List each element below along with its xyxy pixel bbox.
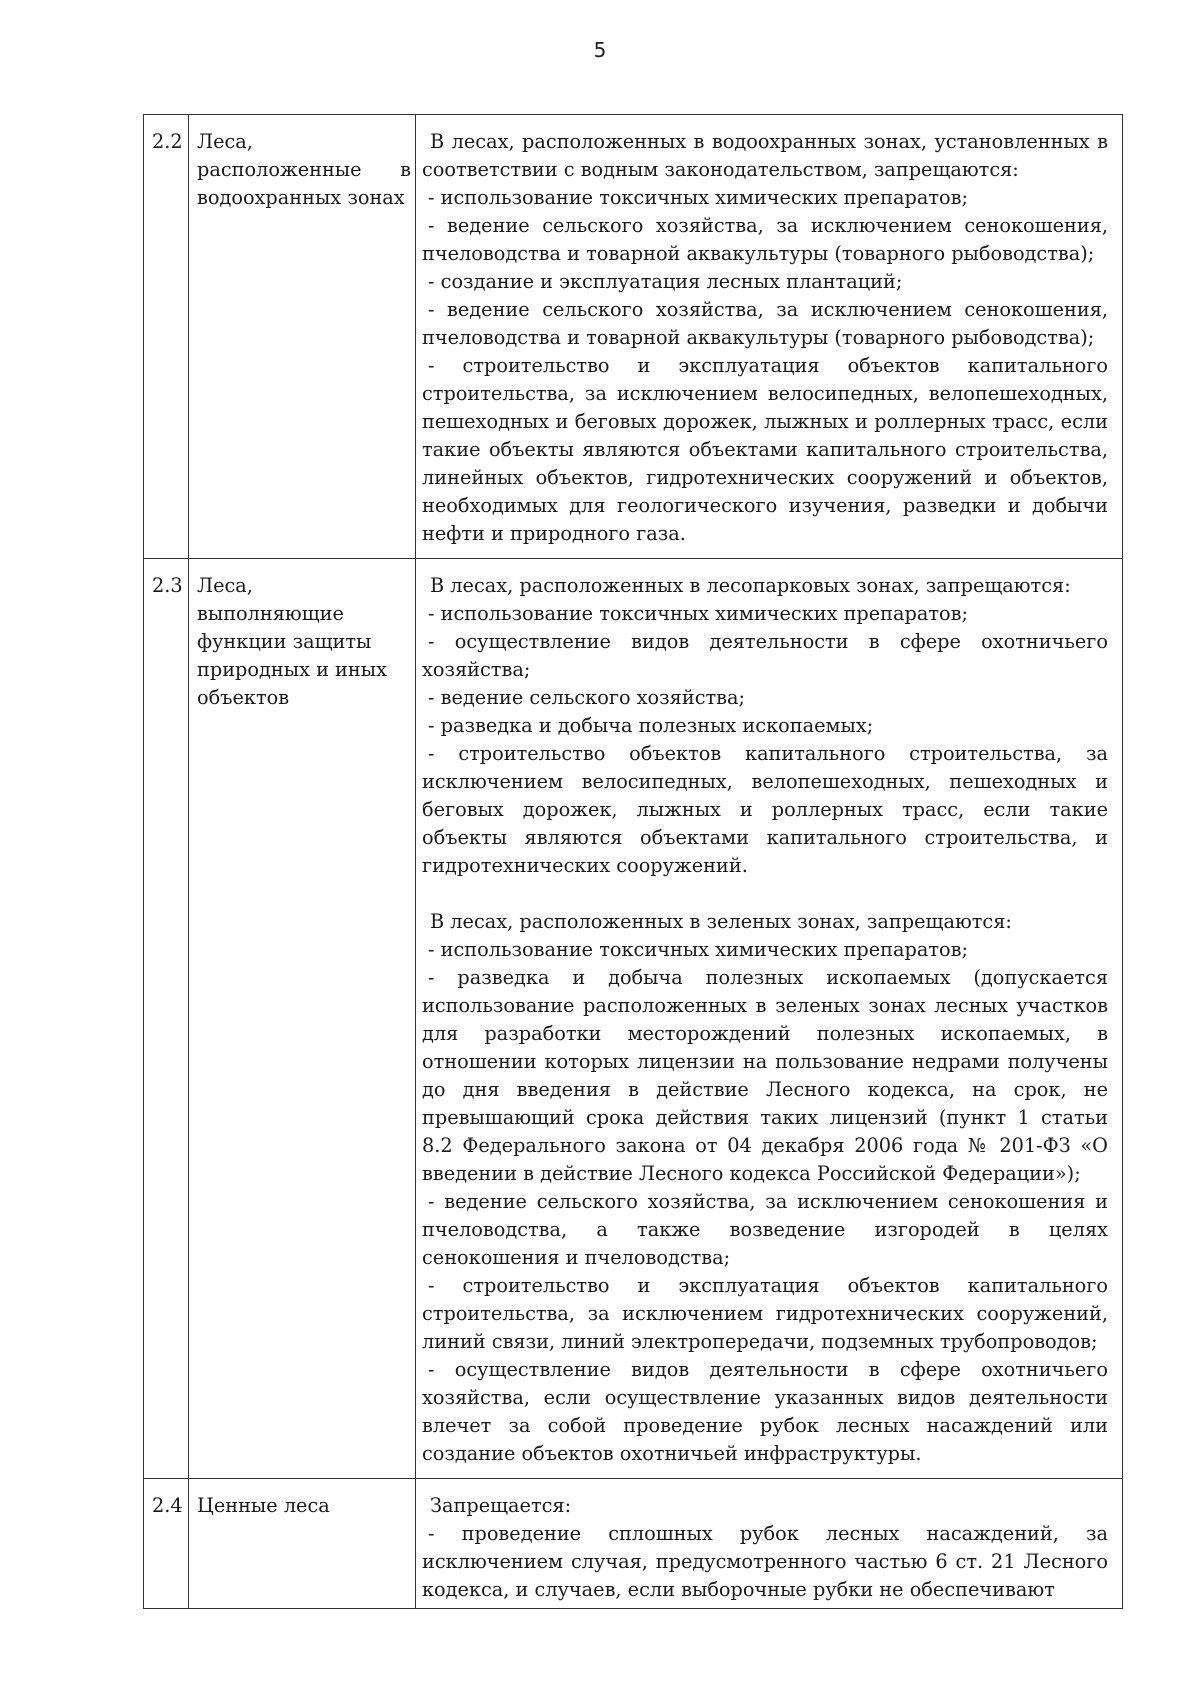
forest-category-line: Леса, <box>197 130 253 153</box>
forest-category-line: Ценные леса <box>197 1494 330 1517</box>
restrictions-text <box>416 115 1123 559</box>
forest-category-line: расположенные в <box>197 158 411 181</box>
forest-category-line: природных и иных <box>197 658 387 681</box>
forest-category-line: объектов <box>197 686 290 709</box>
regulations-table <box>143 114 1123 1609</box>
forest-category-line: функции защиты <box>197 630 372 653</box>
restrictions-text <box>416 559 1123 1479</box>
restriction-item: - ведение сельского хозяйства, за исключением сенокошения и пчеловодства, а также возведение изгородей в целях сенокошения и пчеловодства; <box>422 1190 1108 1269</box>
restriction-item: - создание и эксплуатация лесных плантаций; <box>428 270 903 293</box>
restriction-item: - разведка и добыча полезных ископаемых; <box>428 714 874 737</box>
restrictions-intro: В лесах, расположенных в водоохранных зонах, установленных в соответствии с водным законодательством, запрещаются: <box>422 130 1108 181</box>
restrictions-text <box>416 1479 1123 1609</box>
restriction-item: - ведение сельского хозяйства; <box>428 686 746 709</box>
restriction-item: - ведение сельского хозяйства, за исключением сенокошения, пчеловодства и товарной аквакультуры (товарного рыбоводства); <box>422 298 1108 349</box>
table-row <box>144 559 1123 1479</box>
restrictions-intro: В лесах, расположенных в лесопарковых зонах, запрещаются: <box>430 574 1071 597</box>
table-row <box>144 1479 1123 1609</box>
page-number: 5 <box>593 38 607 62</box>
forest-category <box>189 1479 416 1609</box>
restriction-item: - осуществление видов деятельности в сфере охотничьего хозяйства, если осуществление указанных видов деятельности влечет за собой проведение рубок лесных насаждений или создание объектов охотничьей инфраструктуры. <box>422 1358 1108 1465</box>
restriction-item: - строительство и эксплуатация объектов капитального строительства, за исключением гидротехнических сооружений, линий связи, линий электропередачи, подземных трубопроводов; <box>422 1274 1108 1353</box>
restrictions-intro: Запрещается: <box>430 1494 572 1517</box>
restrictions-intro: В лесах, расположенных в зеленых зонах, запрещаются: <box>430 910 1012 933</box>
restriction-item: - строительство объектов капитального строительства, за исключением велосипедных, велопешеходных, пешеходных и беговых дорожек, лыжных и роллерных трасс, если такие объекты являются объектами капитального строительства, и гидротехнических сооружений. <box>422 742 1108 877</box>
restriction-item: - строительство и эксплуатация объектов капитального строительства, за исключением велосипедных, велопешеходных, пешеходных и беговых дорожек, лыжных и роллерных трасс, если такие объекты являются объектами капитального строительства, линейных объектов, гидротехнических сооружений и объектов, необходимых для геологического изучения, разведки и добычи нефти и природного газа. <box>422 354 1108 545</box>
restriction-item: - использование токсичных химических препаратов; <box>428 938 968 961</box>
forest-category <box>189 559 416 1479</box>
restriction-item: - использование токсичных химических препаратов; <box>428 602 968 625</box>
row-number: 2.2 <box>144 115 189 559</box>
forest-category-line: Леса, <box>197 574 253 597</box>
restriction-item: - использование токсичных химических препаратов; <box>428 186 968 209</box>
restriction-item: - ведение сельского хозяйства, за исключением сенокошения, пчеловодства и товарной аквакультуры (товарного рыбоводства); <box>422 214 1108 265</box>
forest-category-line: выполняющие <box>197 602 344 625</box>
forest-category-line: водоохранных зонах <box>197 186 405 209</box>
restriction-item: - разведка и добыча полезных ископаемых (допускается использование расположенных в зеленых зонах лесных участков для разработки месторождений полезных ископаемых, в отношении которых лицензии на пользование недрами получены до дня введения в действие Лесного кодекса, на срок, не превышающий срока действия таких лицензий (пункт 1 статьи 8.2 Федерального закона от 04 декабря 2006 года № 201-ФЗ «О введении в действие Лесного кодекса Российской Федерации»); <box>422 966 1108 1185</box>
table-row <box>144 115 1123 559</box>
row-number: 2.3 <box>144 559 189 1479</box>
block-gap <box>422 880 1108 908</box>
forest-category <box>189 115 416 559</box>
restriction-item: - осуществление видов деятельности в сфере охотничьего хозяйства; <box>422 630 1108 681</box>
restriction-item: - проведение сплошных рубок лесных насаждений, за исключением случая, предусмотренного частью 6 ст. 21 Лесного кодекса, и случаев, если выборочные рубки не обеспечивают <box>422 1522 1108 1601</box>
row-number: 2.4 <box>144 1479 189 1609</box>
